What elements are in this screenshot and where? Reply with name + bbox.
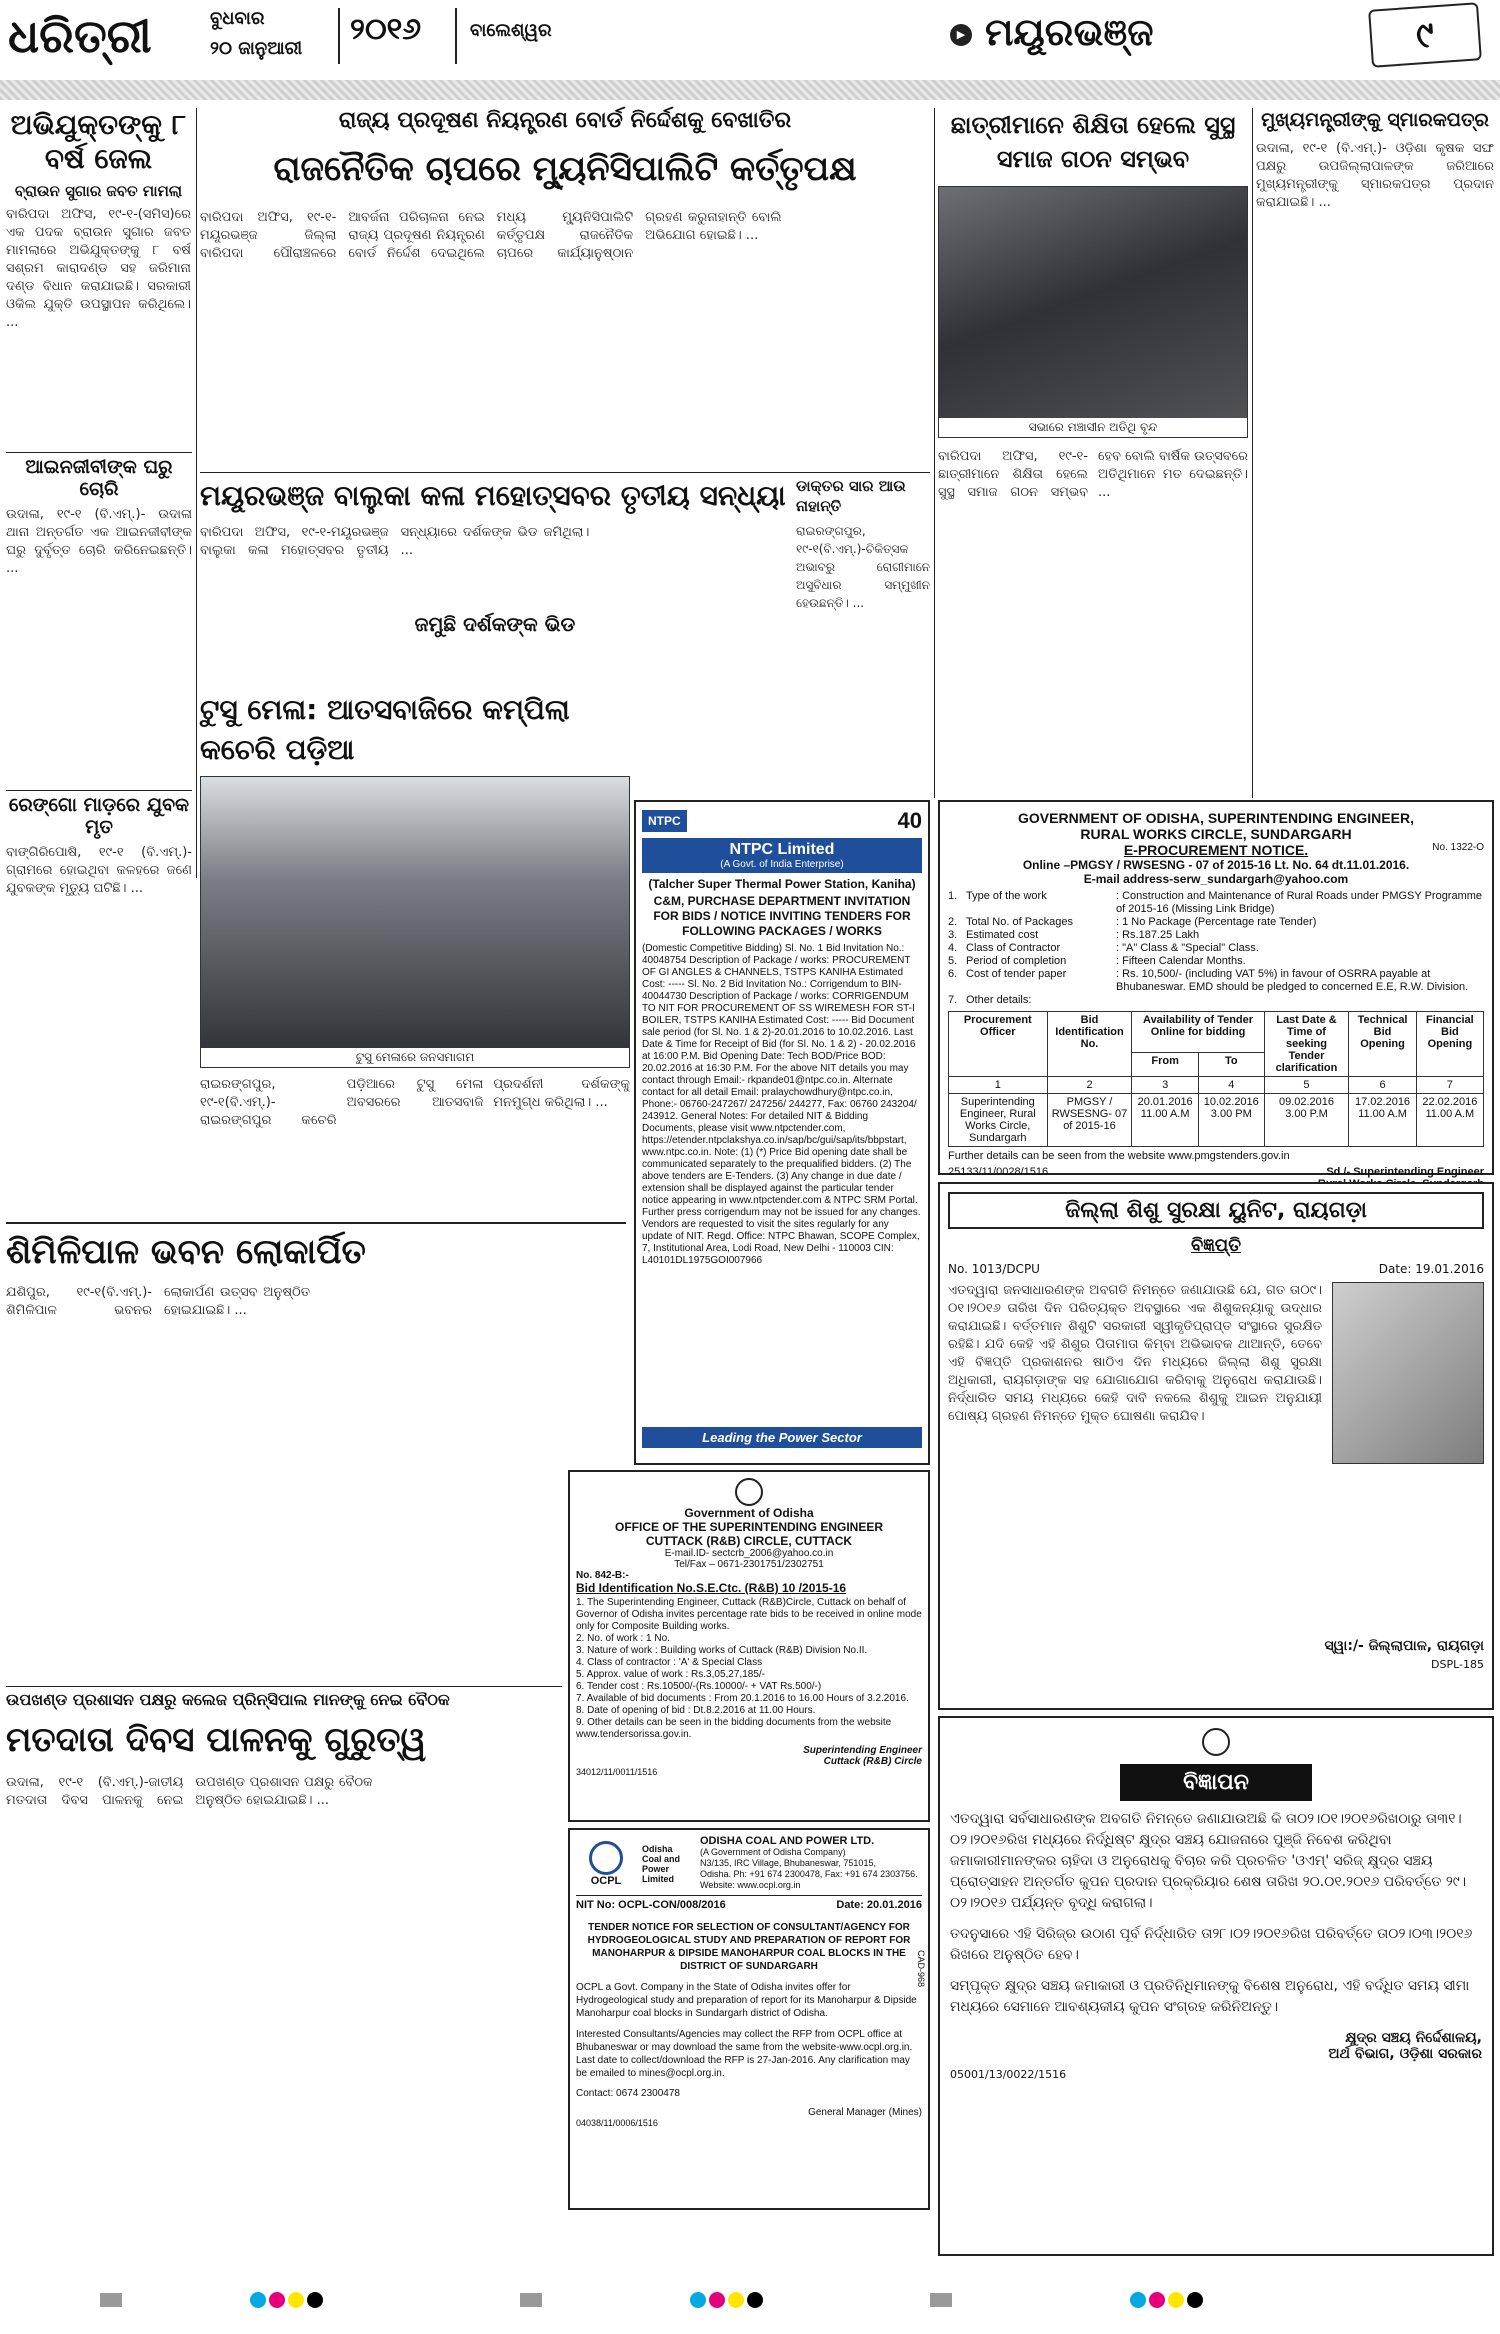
article-similipal-body: ଯଶିପୁର, ୧୯-୧(ବି.ଏମ୍.)-ଶିମିଳିପାଳ ଭବନର ଲୋକାର୍ପଣ ଉତ୍ସବ ଅନୁଷ୍ଠିତ ହୋଇଯାଇଛି। ... — [6, 1285, 310, 1318]
day: ବୁଧବାର — [210, 8, 265, 29]
ntpc-dept: C&M, PURCHASE DEPARTMENT INVITATION FOR BIDS / NOTICE INVITING TENDERS FOR FOLLOWING PACKAGES / WORKS — [653, 894, 911, 938]
ocpl-nit: NIT No: OCPL-CON/008/2016 — [576, 1899, 726, 1911]
rwd-notice: E-PROCUREMENT NOTICE. — [1123, 842, 1309, 858]
page-number-tab — [1368, 2, 1482, 68]
article-memorandum-body: ଉଦାଳା, ୧୯-୧ (ବି.ଏମ୍.)- ଓଡ଼ିଶା କୃଷକ ସଙ୍ଘ ପକ୍ଷରୁ ଉପଜିଲ୍ଲାପାଳଙ୍କ ଜରିଆରେ ମୁଖ୍ୟମନ୍ତ୍ରୀଙ୍କୁ ସ୍ମାରକପତ୍ର ପ୍ରଦାନ କରାଯାଇଛି। ... — [1256, 141, 1494, 210]
ad-rural-works — [938, 800, 1494, 1178]
re-tel: Tel/Fax – 0671-2301751/2302751 — [674, 1559, 824, 1570]
article-voters-day-body: ଉଦାଳା, ୧୯-୧ (ବି.ଏମ୍.)-ଜାତୀୟ ମତଦାତା ଦିବସ ପାଳନକୁ ନେଇ ଉପଖଣ୍ଡ ପ୍ରଶାସନ ପକ୍ଷରୁ ବୈଠକ ଅନୁଷ୍ଠିତ ହୋଇଯାଇଛି। ... — [6, 1775, 373, 1808]
article-tusu-photo — [200, 776, 630, 1068]
print-marks — [0, 2282, 1500, 2322]
article-tusu-photo-caption: ଟୁସୁ ମେଳାରେ ଜନସମାଗମ — [201, 1048, 629, 1067]
child-title: ଜିଲ୍ଲା ଶିଶୁ ସୁରକ୍ଷା ୟୁନିଟ, ରାୟଗଡ଼ା — [948, 1192, 1484, 1229]
rwd-code: 25133/11/0028/1516 — [948, 1166, 1049, 1178]
article-jail-headline: ଅଭିଯୁକ୍ତଙ୍କୁ ୮ ବର୍ଷ ଜେଲ — [10, 108, 187, 175]
child-sign: ସ୍ୱା:/- ଜିଲ୍ଲାପାଳ, ରାୟଗଡ଼ା — [1324, 1638, 1484, 1654]
ocpl-side-code: CAD-968 — [916, 1950, 926, 1988]
child-date: Date: 19.01.2016 — [1378, 1262, 1484, 1276]
ntpc-body: (Domestic Competitive Bidding) Sl. No. 1 Bid Invitation No.: 40048754 Description of Package / works: PROCUREMENT OF GI ANGLES & CHANNELS, TSTPS KANIHA Estimated Cost: ----- Sl. No. 2 Bid Invitation No.: Corrigendum to BIN-40044730 Description of Package / works: CORRIGENDUM TO NIT FOR PROCUREMENT OF SS WIREMESH FOR ST-I BOILER, TSTPS KANIHA Estimated Cost: ----- Bid Document sale period (for Sl. No. 1 & 2)-20.01.2016 to 10.02.2016. Last Date & Time for Receipt of Bid (for Sl. No. 1 & 2) - 20.02.2016 at 16:00 P.M. Bid Opening Date: Tech BOD/Price BOD: 20.02.2016 at 16:30 P.M. For the above NIT details you may contact through Email:- rkpande01@ntpc.co.in. Alternate contact for all detail Email: pralaychowdhury@ntpc.co.in, Phone:- 06760-247267/ 247256/ 244277, Fax: 06760 243204/ 243912. General Notes: For detailed NIT & Bidding Documents, please visit www.ntpctender.com, https://etender.ntpclakshya.co.in/sap/bc/gui/sap/its/bbpstart, www.ntpc.co.in. Note: (1) (*) Price Bid opening date shall be communicated separately to the prequalified bidders. (2) The above tenders are E-Tenders. (3) Any change in due date / extension shall be displayed against the particular tender notice appearing in www.ntpctender.com & NTPC SRM Portal. Further press corrigendum may not be issued for any changes. Vendors are requested to visit the sites regularly for any update of NIT. Regd. Office: NTPC Bhawan, SCOPE Complex, 7, Institutional Area, Lodi Road, New Delhi - 110003 CIN: L40101DL1975GOI007966 — [642, 943, 921, 1266]
article-death-headline: ରେଙ୍ଗୋ ମାଡ଼ରେ ଯୁବକ ମୃତ — [8, 794, 190, 838]
color-marks-3 — [1130, 2292, 1203, 2308]
article-education — [938, 108, 1248, 798]
bigyapan-sign1: କ୍ଷୁଦ୍ର ସଞ୍ଚୟ ନିର୍ଦ୍ଦେଶାଳୟ, — [1345, 2030, 1482, 2046]
rwd-details: 1. Type of the work : Construction and Maintenance of Rural Roads under PMGSY Programme of 2015-16 (Missing Link Bridge) 2. Total No. of Packages : 1 No Package (Percentage rate Tender) 3. Estimated cost : Rs.187.25 Lakh 4. Class of Contractor : "A" Class & "Special" Class. 5. Period of completion : Fifteen Calendar Months. 6. Cost of tender paper : Rs. 10,500/- (including VAT 5%) in favour of OSRRA payable at Bhubaneswar. EMD should be pledged to concerned E.E, R.W. Division. 7. Other details: — [948, 890, 1483, 1006]
child-sub: ବିଜ୍ଞପ୍ତି — [1190, 1235, 1242, 1256]
article-voters-day-headline: ମତଦାତା ଦିବସ ପାଳନକୁ ଗୁରୁତ୍ୱ — [6, 1720, 427, 1760]
re-email: E-mail.ID- sectcrb_2006@yahoo.co.in — [664, 1548, 834, 1559]
rwd-table: Procurement Officer Bid Identification No. Availability of Tender Online for bidding Last Date & Time of seeking Tender clarification Technical Bid Opening Financial Bid Opening From To 1 2 3 4 5 6 7 Superintending Engineer, Rural Works Circle, Sundargarh PMGSY / RWSESNG- 07 of 2015-16 20.01.2016 11.00 A.M 10.02.2016 3.00 PM 09.02.2016 3.00 P.M 17.02.2016 11.00 A.M 22.02.2016 11.00 A.M — [948, 1011, 1484, 1147]
ocpl-name: ODISHA COAL AND POWER LTD. — [700, 1835, 875, 1847]
bigyapan-p3: ସମ୍ପୃକ୍ତ କ୍ଷୁଦ୍ର ସଞ୍ଚୟ ଜମାକାରୀ ଓ ପ୍ରତିନିଧିମାନଙ୍କୁ ବିଶେଷ ଅନୁରୋଧ, ଏହି ବର୍ଦ୍ଧିତ ସମୟ ସୀମା ମଧ୍ୟରେ ସେମାନେ ଆବଶ୍ୟକୀୟ କୁପନ ସଂଗ୍ରହ କରିନିଅନ୍ତୁ। — [950, 1978, 1470, 2015]
rwd-title1: GOVERNMENT OF ODISHA, SUPERINTENDING ENGINEER, — [1018, 810, 1414, 826]
article-jail-body: ବାରିପଦା ଅଫିସ, ୧୯-୧-(ସମିସ)ରେ ଏକ ପଦକ ବ୍ରାଉନ ସୁଗାର ଜବତ ମାମଲାରେ ଅଭିଯୁକ୍ତଙ୍କୁ ୮ ବର୍ଷ ସଶ୍ରମ କାରାଦଣ୍ଡ ସହ ଜରିମାନା ଦଣ୍ଡ ବିଧାନ କରାଯାଇଛି। ସରକାରୀ ଓକିଲ ଯୁକ୍ତି ଉପସ୍ଥାପନ କରିଥିଲେ। ... — [6, 207, 191, 330]
year: ୨୦୧୬ — [350, 12, 422, 47]
edition-city: ବାଲେଶ୍ୱର — [470, 20, 552, 41]
article-sand-art-headline: ମୟୂରଭଞ୍ଜ ବାଲୁକା କଳା ମହୋତ୍ସବର ତୃତୀୟ ସନ୍ଧ୍ୟା — [200, 479, 786, 512]
re-emblem-icon — [735, 1478, 763, 1506]
re-no: No. 842-B:- — [576, 1570, 629, 1581]
ad-cuttack-rb — [568, 1470, 930, 1822]
gray-bar-left — [100, 2292, 126, 2311]
article-education-photo-caption: ସଭାରେ ମଞ୍ଚାସୀନ ଅତିଥି ବୃନ୍ଦ — [939, 418, 1247, 437]
re-sign1: Superintending Engineer — [803, 1745, 922, 1756]
article-death-body: ବାଙ୍ଗିରିପୋଷି, ୧୯-୧ (ବି.ଏମ୍.)- ଗ୍ରାମରେ ହୋଇଥିବା କଳହରେ ଜଣେ ଯୁବକଙ୍କ ମୃତ୍ୟୁ ଘଟିଛି। ... — [6, 845, 192, 896]
gray-bar-mid — [520, 2292, 546, 2311]
ad-child-protection — [938, 1182, 1494, 1710]
article-pollution-kicker: ରାଜ୍ୟ ପ୍ରଦୂଷଣ ନିୟନ୍ତ୍ରଣ ବୋର୍ଡ ନିର୍ଦ୍ଦେଶକୁ ବେଖାତିର — [338, 108, 792, 133]
bigyapan-p2: ତଦନୁସାରେ ଏହି ସିରିଜ୍‌ର ଉଠାଣ ପୂର୍ବ ନିର୍ଦ୍ଧାରିତ ତା୨୮।୦୨।୨୦୧୬ରିଖ ପରିବର୍ତ୍ତେ ତା୦୨।୦୩।୨୦୧୬ ରିଖରେ ଅନୁଷ୍ଠିତ ହେବ। — [950, 1926, 1473, 1963]
article-sand-art — [200, 476, 790, 686]
re-govt: Government of Odisha — [684, 1506, 814, 1520]
ocpl-title: TENDER NOTICE FOR SELECTION OF CONSULTANT/AGENCY FOR HYDROGEOLOGICAL STUDY AND PREPARATION OF REPORT FOR MANOHARPUR & DIPSIDE MANOHARPUR COAL BLOCKS IN THE DISTRICT OF SUNDARGARH — [587, 1922, 911, 1972]
ocpl-logo: OCPL — [590, 1874, 622, 1887]
ntpc-logo-icon: NTPC — [642, 810, 687, 832]
ad-bigyapan — [938, 1716, 1494, 2256]
ocpl-logo-text: Odisha Coal and Power Limited — [642, 1843, 681, 1884]
color-marks-2 — [690, 2292, 763, 2308]
ntpc-title: NTPC Limited — [729, 841, 835, 858]
rwd-title2: RURAL WORKS CIRCLE, SUNDARGARH — [1080, 826, 1352, 842]
re-circle: CUTTACK (R&B) CIRCLE, CUTTACK — [645, 1534, 853, 1548]
bigyapan-emblem-icon — [1202, 1728, 1230, 1756]
rwd-online: Online –PMGSY / RWSESNG - 07 of 2015-16 Lt. No. 64 dt.11.01.2016. — [1022, 858, 1410, 872]
ocpl-sign: General Manager (Mines) — [808, 2107, 922, 2118]
ocpl-date: Date: 20.01.2016 — [836, 1899, 922, 1911]
ocpl-p2: Interested Consultants/Agencies may collect the RFP from OCPL office at Bhubaneswar or may download the same from the website-www.ocpl.org.in. Last date to collect/download the RFP is 27-Jan-2016. Any clarification may be emailed to mines@ocpl.org.in. — [576, 2029, 913, 2079]
ntpc-anniversary-badge: 40 — [897, 808, 922, 833]
table-row: Superintending Engineer, Rural Works Circle, Sundargarh PMGSY / RWSESNG- 07 of 2015-16 20.01.2016 11.00 A.M 10.02.2016 3.00 PM 09.02.2016 3.00 P.M 17.02.2016 11.00 A.M 22.02.2016 11.00 A.M — [949, 1094, 1484, 1147]
page-number: ୯ — [1414, 14, 1436, 57]
newspaper-logo: ଧରିତ୍ରୀ — [8, 9, 152, 63]
ad-ocpl — [568, 1828, 930, 2210]
article-theft — [6, 456, 192, 786]
bigyapan-p1: ଏତଦ୍ୱାରା ସର୍ବସାଧାରଣଙ୍କ ଅବଗତି ନିମନ୍ତେ ଜଣାଯାଉଅଛି କି ତା୦୨।୦୧।୨୦୧୬ରିଖଠାରୁ ତା୩୧।୦୨।୨୦୧୬ରିଖ ମଧ୍ୟରେ ନିର୍ଦ୍ଧିଷ୍ଟ କ୍ଷୁଦ୍ର ସଞ୍ଚୟ ଯୋଜନାରେ ପୁଞ୍ଜି ନିବେଶ କରିଥିବା ଜମାକାରୀମାନଙ୍କର ଚାହିଦା ଓ ଅନୁରୋଧକୁ ବିଚାର କରି ପ୍ରଚଳିତ 'ଓଏମ୍' ସରିଜ୍ କ୍ଷୁଦ୍ର ସଞ୍ଚୟ ପ୍ରୋତ୍ସାହନ ଅନ୍ତର୍ଗତ କୁପନ ପ୍ରଦାନ ପ୍ରକ୍ରିୟାର ଶେଷ ତାରିଖ ୨୦.୦୧.୨୦୧୬ ପରିବର୍ତ୍ତେ ୨୯।୦୨।୨୦୧୬ ପର୍ଯ୍ୟନ୍ତ ବୃଦ୍ଧି କରାଗଲା। — [950, 1811, 1467, 1911]
article-pollution — [200, 108, 930, 468]
article-pollution-body: ବାରିପଦା ଅଫିସ, ୧୯-୧-ମୟୂରଭଞ୍ଜ ଜିଲ୍ଲା ବାରିପଦା ପୌରାଞ୍ଚଳରେ ଆବର୍ଜନା ପରିଚାଳନା ନେଇ ରାଜ୍ୟ ପ୍ରଦୂଷଣ ନିୟନ୍ତ୍ରଣ ବୋର୍ଡ ନିର୍ଦ୍ଦେଶ ଦେଇଥିଲେ ମଧ୍ୟ ମ୍ୟୁନିସିପାଲିଟି କର୍ତ୍ତୃପକ୍ଷ ରାଜନୈତିକ ଚାପରେ କାର୍ଯ୍ୟାନୁଷ୍ଠାନ ଗ୍ରହଣ କରୁନାହାନ୍ତି ବୋଲି ଅଭିଯୋଗ ହୋଇଛି। ... — [200, 210, 782, 261]
article-tusu — [200, 690, 630, 1220]
section-title: ମୟୂରଭଞ୍ଜ — [985, 10, 1154, 54]
ocpl-logo-icon — [589, 1841, 623, 1875]
rwd-email: E-mail address-serw_sundargarh@yahoo.com — [1083, 872, 1349, 886]
gray-bar-right — [930, 2292, 956, 2311]
ntpc-tagline: (A Govt. of India Enterprise) — [720, 859, 844, 870]
article-education-headline: ଛାତ୍ରୀମାନେ ଶିକ୍ଷିତା ହେଲେ ସୁସ୍ଥ ସମାଜ ଗଠନ ସମ୍ଭବ — [950, 111, 1236, 173]
ocpl-contact: Contact: 0674 2300478 — [576, 2088, 680, 2099]
article-similipal-headline: ଶିମିଳିପାଳ ଭବନ ଲୋକାର୍ପିତ — [6, 1232, 366, 1272]
ad-ntpc — [634, 800, 930, 1465]
rwd-sign1: Sd./- Superintending Engineer — [1326, 1166, 1484, 1178]
article-tusu-headline: ଟୁସୁ ମେଳା: ଆତସବାଜିରେ କମ୍ପିଲା କଚେରି ପଡ଼ିଆ — [200, 693, 570, 766]
article-pollution-headline: ରାଜନୈତିକ ଚାପରେ ମ୍ୟୁନିସିପାଲିଟି କର୍ତ୍ତୃପକ୍ଷ — [273, 149, 857, 189]
article-similipal — [6, 1228, 626, 1678]
article-doctor-body: ରାଇରଙ୍ଗପୁର, ୧୯-୧(ବି.ଏମ୍.)-ଚିକିତ୍ସକ ଅଭାବରୁ ରୋଗୀମାନେ ଅସୁବିଧାର ସମ୍ମୁଖୀନ ହେଉଛନ୍ତି। ... — [796, 524, 930, 610]
article-doctor-headline: ଡାକ୍ତର ସାର ଆଉ ନାହାନ୍ତି — [796, 477, 906, 515]
date: ୨୦ ଜାନୁଆରୀ — [210, 38, 303, 59]
article-doctor — [796, 476, 930, 686]
article-sand-art-body: ବାରିପଦା ଅଫିସ, ୧୯-୧-ମୟୂରଭଞ୍ଜ ବାଲୁକା କଳା ମହୋତ୍ସବର ତୃତୀୟ ସନ୍ଧ୍ୟାରେ ଦର୍ଶକଙ୍କ ଭିଡ ଜମିଥିଲା। ... — [200, 525, 590, 558]
article-memorandum — [1256, 108, 1494, 798]
ocpl-code: 04038/11/0006/1516 — [576, 2118, 658, 2128]
rwd-number: No. 1322-O — [1432, 842, 1484, 853]
article-jail — [6, 108, 191, 448]
article-sand-art-subhead: ଜମୁଛି ଦର୍ଶକଙ୍କ ଭିଡ — [414, 612, 576, 636]
re-sign2: Cuttack (R&B) Circle — [823, 1756, 922, 1767]
article-theft-headline: ଆଇନଜୀବୀଙ୍କ ଘରୁ ଚୋରି — [25, 456, 173, 500]
child-code: DSPL-185 — [1431, 1658, 1484, 1671]
rwd-footer: Further details can be seen from the website www.pmgstenders.gov.in — [948, 1150, 1290, 1162]
ntpc-footer: Leading the Power Sector — [642, 1427, 922, 1448]
re-code: 34012/11/0011/1516 — [576, 1767, 658, 1777]
re-office: OFFICE OF THE SUPERINTENDING ENGINEER — [614, 1520, 884, 1534]
ocpl-p1: OCPL a Govt. Company in the State of Odisha invites offer for Hydrogeological study and preparation of report for its Manoharpur & Dipside Manoharpur coal blocks in Sundargarh district of Odisha. — [576, 1982, 917, 2019]
article-tusu-body: ରାଇରଙ୍ଗପୁର, ୧୯-୧(ବି.ଏମ୍.)-ରାଇରଙ୍ଗପୁର କଚେରି ପଡ଼ିଆରେ ଟୁସୁ ମେଳା ଅବସରରେ ଆତସବାଜି ପ୍ରଦର୍ଶନୀ ଦର୍ଶକଙ୍କୁ ମନମୁଗ୍ଧ କରିଥିଲା। ... — [200, 1077, 630, 1128]
child-body: ଏତଦ୍ୱାରା ଜନସାଧାରଣଙ୍କ ଅବଗତି ନିମନ୍ତେ ଜଣାଯାଉଛି ଯେ, ଗତ ତା୦୯।୦୧।୨୦୧୬ ତାରିଖ ଦିନ ପରିତ୍ୟକ୍ତ ଅବସ୍ଥାରେ ଏକ ଶିଶୁକନ୍ୟାକୁ ଉଦ୍ଧାର କରାଯାଇଛି। ବର୍ତ୍ତମାନ ଶିଶୁଟି ସରକାରୀ ସ୍ୱୀକୃତିପ୍ରାପ୍ତ ସଂସ୍ଥାରେ ସୁରକ୍ଷିତ ରହିଛି। ଯଦି କେହି ଏହି ଶିଶୁର ପିତାମାତା କିମ୍ବା ଅଭିଭାବକ ଥାଆନ୍ତି, ତେବେ ଏହି ବିଜ୍ଞପ୍ତି ପ୍ରକାଶନର ଷାଠିଏ ଦିନ ମଧ୍ୟରେ ଜିଲ୍ଲା ଶିଶୁ ସୁରକ୍ଷା ଅଧିକାରୀ, ରାୟଗଡ଼ାଙ୍କ ସହ ଯୋଗାଯୋଗ କରିବାକୁ ଅନୁରୋଧ କରାଯାଉଛି। ନିର୍ଦ୍ଧାରିତ ସମୟ ମଧ୍ୟରେ କେହି ଦାବି ନକଲେ ଶିଶୁକୁ ଆଇନ ଅନୁଯାୟୀ ପୋଷ୍ୟ ଗ୍ରହଣ ନିମନ୍ତେ ମୁକ୍ତ ଘୋଷଣା କରାଯିବ। — [948, 1283, 1322, 1424]
bigyapan-code: 05001/13/0022/1516 — [950, 2068, 1067, 2081]
article-voters-day-kicker: ଉପଖଣ୍ଡ ପ୍ରଶାସନ ପକ୍ଷରୁ କଲେଜ ପ୍ରିନ୍ସିପାଲ ମାନଙ୍କୁ ନେଇ ବୈଠକ — [6, 1690, 450, 1709]
play-icon: ▶ — [950, 24, 972, 46]
re-items: 1. The Superintending Engineer, Cuttack (R&B)Circle, Cuttack on behalf of Governor of Odisha invites percentage rate bids to be received in online mode only for Composite Building works. 2. No. of work : 1 No. 3. Nature of work : Building works of Cuttack (R&B) Division No.II. 4. Class of contractor : 'A' & Special Class 5. Approx. value of work : Rs.3,05,27,185/- 6. Tender cost : Rs.10500/-(Rs.10000/- + VAT Rs.500/-) 7. Available of bid documents : From 20.1.2016 to 16.00 Hours of 3.2.2016. 8. Date of opening of bid : Dt.8.2.2016 at 11.00 Hours. 9. Other details can be seen in the bidding documents from the website www.tendersorissa.gov.in. — [576, 1597, 922, 1740]
ocpl-sub: (A Government of Odisha Company) — [700, 1847, 846, 1857]
bigyapan-title: ବିଜ୍ଞାପନ — [1120, 1764, 1312, 1801]
masthead — [0, 0, 1500, 100]
child-photo — [1332, 1282, 1484, 1464]
article-death — [6, 794, 192, 1214]
ocpl-addr1: N3/135, IRC Village, Bhubaneswar, 751015, — [700, 1858, 876, 1868]
bigyapan-sign2: ଅର୍ଥ ବିଭାଗ, ଓଡ଼ିଶା ସରକାର — [1328, 2046, 1482, 2062]
article-theft-body: ଉଦାଳା, ୧୯-୧ (ବି.ଏମ୍.)- ଉଦାଳା ଥାନା ଅନ୍ତର୍ଗତ ଏକ ଆଇନଜୀବୀଙ୍କ ଘରୁ ଦୁର୍ବୃତ୍ତ ଚୋରି କରିନେଇଛନ୍ତି। ... — [6, 507, 192, 576]
article-voters-day — [6, 1690, 562, 2210]
article-memorandum-headline: ମୁଖ୍ୟମନ୍ତ୍ରୀଙ୍କୁ ସ୍ମାରକପତ୍ର — [1261, 109, 1489, 131]
article-education-photo — [938, 186, 1248, 438]
child-number: No. 1013/DCPU — [948, 1262, 1040, 1276]
article-jail-subhead: ବ୍ରାଉନ ସୁଗାର ଜବତ ମାମଲା — [14, 182, 183, 200]
ntpc-station: (Talcher Super Thermal Power Station, Kaniha) — [648, 877, 916, 891]
masthead-bar — [0, 80, 1500, 100]
color-marks-1 — [250, 2292, 323, 2308]
re-bid: Bid Identification No.S.E.Ctc. (R&B) 10 /2015-16 — [576, 1581, 847, 1595]
article-education-body: ବାରିପଦା ଅଫିସ, ୧୯-୧-ଛାତ୍ରୀମାନେ ଶିକ୍ଷିତା ହେଲେ ସୁସ୍ଥ ସମାଜ ଗଠନ ସମ୍ଭବ ହେବ ବୋଲି ବାର୍ଷିକ ଉତ୍ସବରେ ଅତିଥିମାନେ ମତ ଦେଇଛନ୍ତି। ... — [938, 449, 1248, 500]
ocpl-addr2: Odisha. Ph: +91 674 2300478, Fax: +91 674 2303756. Website: www.ocpl.org.in — [700, 1869, 918, 1890]
